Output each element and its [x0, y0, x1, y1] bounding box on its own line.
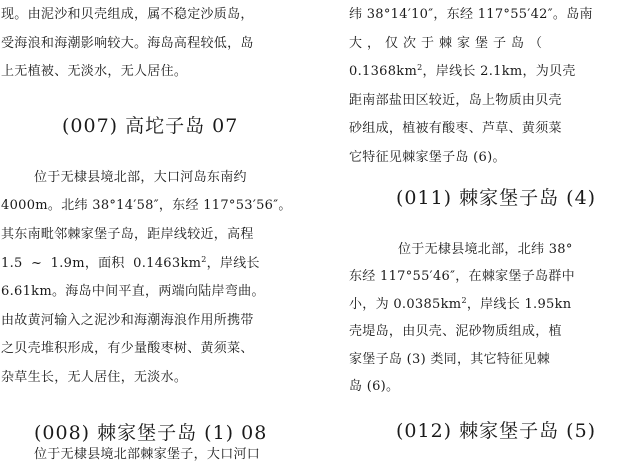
text-line: 纬 38°14′10″，东经 117°55′42″。岛南 — [349, 7, 593, 22]
text-line: 位于无棣县境北部，大口河岛东南约 — [34, 170, 247, 185]
text-line: 岛 (6)。 — [349, 379, 400, 394]
text-line: 1.5 ~ 1.9m，面积 $0.1463km^2$，岸线长 — [1, 255, 260, 271]
text-line: 由故黄河输入之泥沙和海潮海浪作用所携带 — [1, 313, 254, 328]
text-line: 现。由泥沙和贝壳组成，属不稳定沙质岛， — [1, 7, 254, 22]
text-line: 位于无棣县境北部，北纬 38° — [398, 242, 573, 257]
text-line: 之贝壳堆积形成，有少量酸枣树、黄须菜、 — [1, 341, 254, 356]
text-line: 砂组成，植被有酸枣、芦草、黄须菜 — [349, 121, 562, 136]
text-line: 它特征见棘家堡子岛 (6)。 — [349, 150, 506, 165]
text-line: $0.1368km^2$，岸线长 2.1km，为贝壳 — [349, 63, 576, 79]
section-heading-012: (012) 棘家堡子岛 (5) — [396, 420, 597, 442]
text-line: 上无植被、无淡水，无人居住。 — [1, 64, 188, 79]
text-line: 杂草生长，无人居住，无淡水。 — [1, 370, 188, 385]
section-heading-011: (011) 棘家堡子岛 (4) — [396, 187, 597, 209]
text-line: 小，为 $0.0385km^2$，岸线长 1.95kn — [349, 296, 572, 312]
text-line: 6.61km。海岛中间平直，两端向陆岸弯曲。 — [1, 284, 265, 299]
section-heading-007: (007) 高坨子岛 07 — [62, 115, 239, 137]
text-line: 受海浪和海潮影响较大。海岛高程较低，岛 — [1, 36, 254, 51]
text-line: 大，仅次于棘家堡子岛（ — [349, 36, 548, 51]
text-line: 其东南毗邻棘家堡子岛，距岸线较近，高程 — [1, 227, 254, 242]
text-line: 壳堤岛，由贝壳、泥砂物质组成，植 — [349, 324, 562, 339]
text-line: 距南部盐田区较近，岛上物质由贝壳 — [349, 93, 562, 108]
text-line: 家堡子岛 (3) 类同，其它特征见棘 — [349, 352, 551, 367]
section-heading-008: (008) 棘家堡子岛 (1) 08 — [34, 422, 268, 444]
text-line: 4000m。北纬 38°14′58″，东经 117°53′56″。 — [1, 198, 292, 213]
text-line: 东经 117°55′46″，在棘家堡子岛群中 — [349, 269, 575, 284]
right-column — [338, 0, 633, 451]
text-line-partial: 位于无棣县境北部棘家堡子，大口河口 — [34, 447, 261, 462]
